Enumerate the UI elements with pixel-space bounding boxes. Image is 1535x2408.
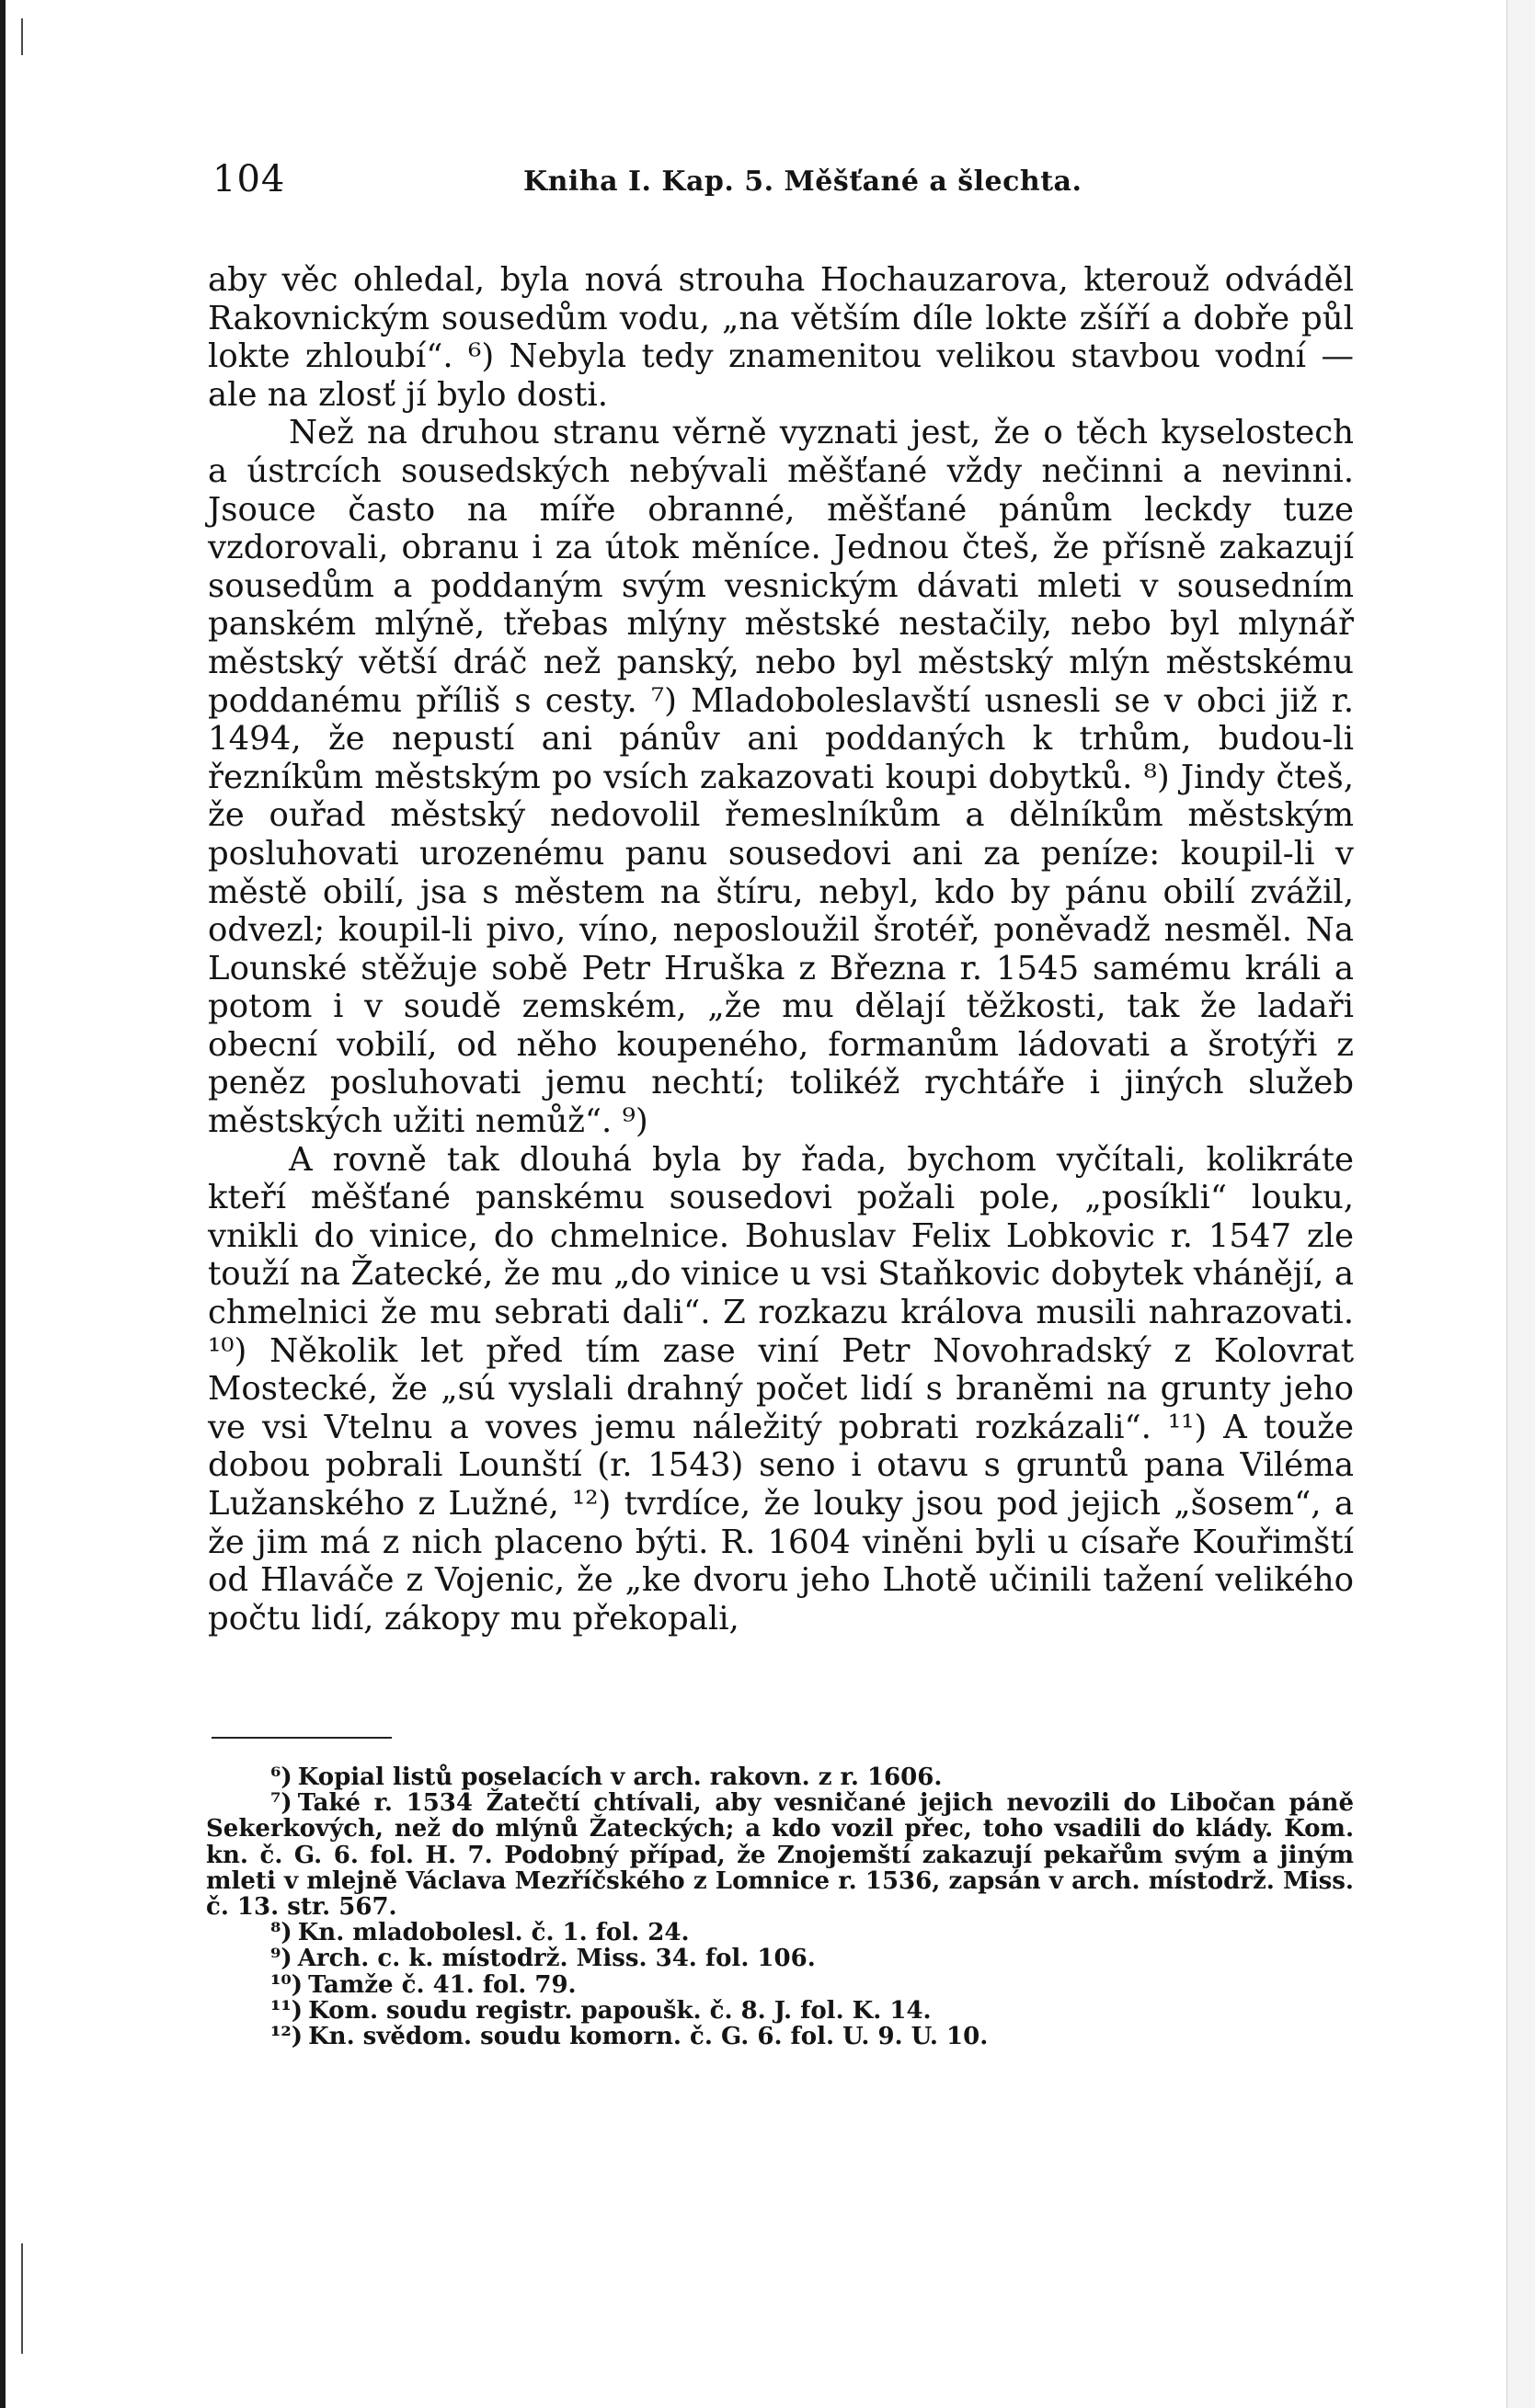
footnotes bbox=[206, 1764, 1354, 2049]
footnote-mark: ¹¹) bbox=[270, 1996, 304, 2025]
footnote-mark: ¹²) bbox=[270, 2023, 304, 2051]
footnote-text: Také r. 1534 Žatečtí chtívali, aby vesničané jejich nevozili do Libočan páně Sekerkových, než do mlýnů Žateckých; a kdo vozil přec, toho vsadili do klády. Kom. kn. č. G. 6. fol. H. 7. Podobný případ, že Znojemští zakazují pekařům svým a jiným mleti v mlejně Václava Mezříčského z Lomnice r. 1536, zapsán v arch. místodrž. Miss. č. 13. str. 567. bbox=[206, 1789, 1354, 1922]
paragraph: A rovně tak dlouhá byla by řada, bychom vyčítali, kolikráte kteří měšťané panskému sousedovi požali pole, „posíkli“ louku, vnikli do vinice, do chmelnice. Bohuslav Felix Lobkovic r. 1547 zle touží na Žatecké, že mu „do vinice u vsi Staňkovic dobytek vhánějí, a chmelnici že mu sebrati dali“. Z rozkazu králova musili nahrazovati. ¹⁰) Několik let před tím zase viní Petr Novohradský z Kolovrat Mostecké, že „sú vyslali drahný počet lidí s braněmi na grunty jeho ve vsi Vtelnu a voves jemu náležitý pobrati rozkázali“. ¹¹) A touže dobou pobrali Lounští (r. 1543) seno i otavu s gruntů pana Viléma Lužanského z Lužné, ¹²) tvrdíce, že louky jsou pod jejich „šosem“, a že jim má z nich placeno býti. R. 1604 viněni byli u císaře Kouřimští od Hlaváče z Vojenic, že „ke dvoru jeho Lhotě učinili tažení velikého počtu lidí, zákopy mu překopali, bbox=[208, 1140, 1354, 1638]
footnote-mark: ⁸) bbox=[270, 1919, 292, 1947]
footnote bbox=[206, 2024, 1354, 2049]
footnote-text: Kn. svědom. soudu komorn. č. G. 6. fol. U. 9. U. 10. bbox=[308, 2023, 989, 2051]
page-header bbox=[212, 154, 1353, 210]
footnote bbox=[206, 1972, 1354, 1998]
footnote-text: Arch. c. k. místodrž. Miss. 34. fol. 106. bbox=[297, 1945, 816, 1973]
footnote bbox=[206, 1946, 1354, 1971]
running-title: Kniha I. Kap. 5. Měšťané a šlechta. bbox=[523, 165, 1083, 198]
footnote-mark: ⁹) bbox=[270, 1945, 292, 1973]
margin-mark-bottom bbox=[21, 2243, 23, 2354]
body-text bbox=[208, 261, 1354, 1638]
margin-mark-top bbox=[21, 18, 23, 55]
footnote bbox=[206, 1790, 1354, 1920]
footnote bbox=[206, 1764, 1354, 1790]
footnote-text: Kom. soudu registr. papoušk. č. 8. J. fol. K. 14. bbox=[308, 1996, 932, 2025]
footnote-mark: ⁷) bbox=[270, 1789, 292, 1818]
paragraph: aby věc ohledal, byla nová strouha Hochauzarova, kterouž odváděl Rakovnickým sousedům vodu, „na větším díle lokte zšíří a dobře půl lokte zhloubí“. ⁶) Nebyla tedy znamenitou velikou stavbou vodní — ale na zlosť jí bylo dosti. bbox=[208, 261, 1354, 414]
footnote-separator bbox=[212, 1737, 392, 1739]
scan-edge-left bbox=[0, 0, 6, 2408]
footnote-text: Kopial listů poselacích v arch. rakovn. z r. 1606. bbox=[297, 1763, 943, 1791]
footnote-mark: ⁶) bbox=[270, 1763, 292, 1791]
footnote-mark: ¹⁰) bbox=[270, 1970, 304, 1999]
footnote bbox=[206, 1998, 1354, 2024]
footnote bbox=[206, 1920, 1354, 1946]
footnote-text: Kn. mladobolesl. č. 1. fol. 24. bbox=[297, 1919, 690, 1947]
page-number: 104 bbox=[212, 158, 286, 200]
paragraph: Než na druhou stranu věrně vyznati jest, že o těch kyselostech a ústrcích sousedských nebývali měšťané vždy nečinni a nevinni. Jsouce často na míře obranné, měšťané pánům leckdy tuze vzdorovali, obranu i za útok měníce. Jednou čteš, že přísně zakazují sousedům a poddaným svým vesnickým dávati mleti v sousedním panském mlýně, třebas mlýny městské nestačily, nebo byl mlynář městský větší dráč než panský, nebo byl městský mlýn městskému poddanému příliš s cesty. ⁷) Mladoboleslavští usnesli se v obci již r. 1494, že nepustí ani pánův ani poddaných k trhům, budou-li řezníkům městským po vsích zakazovati koupi dobytků. ⁸) Jindy čteš, že ouřad městský nedovolil řemeslníkům a dělníkům městským posluhovati urozenému panu sousedovi ani za peníze: koupil-li v městě obilí, jsa s městem na štíru, nebyl, kdo by pánu obilí zvážil, odvezl; koupil-li pivo, víno, neposloužil šrotéř, poněvadž nesměl. Na Lounské stěžuje sobě Petr Hruška z Března r. 1545 samému králi a potom i v soudě zemském, „že mu dělají těžkosti, tak že ladaři obecní vobilí, od něho koupeného, formanům ládovati a šrotýři z peněz posluhovati jemu nechtí; tolikéž rychtáře i jiných služeb městských užiti nemůž“. ⁹) bbox=[208, 414, 1354, 1141]
scan-edge-right bbox=[1507, 0, 1535, 2408]
footnote-text: Tamže č. 41. fol. 79. bbox=[308, 1970, 577, 1999]
